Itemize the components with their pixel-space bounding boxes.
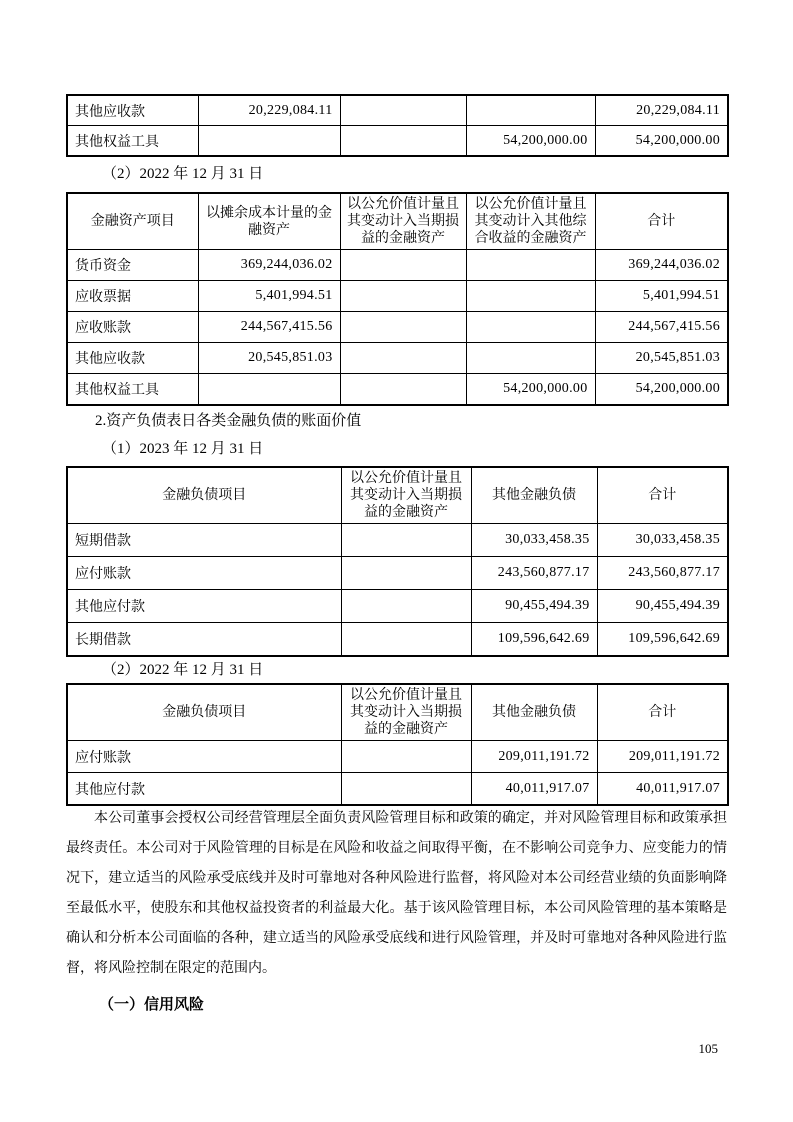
caption-liabilities-2023: （1）2023 年 12 月 31 日 bbox=[102, 441, 264, 457]
table-cell: 243,560,877.17 bbox=[597, 557, 728, 590]
table-cell bbox=[466, 312, 595, 343]
table-row bbox=[67, 281, 728, 312]
column-header: 其他金融负债 bbox=[471, 684, 597, 741]
table-row bbox=[67, 374, 728, 406]
table-cell bbox=[341, 590, 471, 623]
row-label: 应收票据 bbox=[67, 281, 198, 312]
table-row bbox=[67, 95, 728, 126]
table-cell bbox=[340, 374, 466, 406]
table-header-row bbox=[67, 193, 728, 250]
table-cell: 369,244,036.02 bbox=[595, 250, 728, 281]
table-cell: 244,567,415.56 bbox=[595, 312, 728, 343]
row-label: 其他权益工具 bbox=[67, 374, 198, 406]
table-cell: 54,200,000.00 bbox=[466, 374, 595, 406]
column-header: 合计 bbox=[597, 467, 728, 524]
table-cell: 20,229,084.11 bbox=[198, 95, 340, 126]
table-cell: 54,200,000.00 bbox=[595, 126, 728, 157]
column-header: 金融负债项目 bbox=[67, 467, 341, 524]
table-row bbox=[67, 623, 728, 657]
table-cell: 40,011,917.07 bbox=[597, 773, 728, 806]
table-cell bbox=[466, 250, 595, 281]
row-label: 其他权益工具 bbox=[67, 126, 198, 157]
risk-management-paragraph: 本公司董事会授权公司经营管理层全面负责风险管理目标和政策的确定，并对风险管理目标和政策承担最终责任。本公司对于风险管理的目标是在风险和收益之间取得平衡，在不影响公司竞争力、应变能力的情况下，建立适当的风险承受底线并及时可靠地对各种风险进行监督，将风险对本公司经营业绩的负面影响降至最低水平，使股东和其他权益投资者的利益最大化。基于该风险管理目标，本公司风险管理的基本策略是确认和分析本公司面临的各种，建立适当的风险承受底线和进行风险管理，并及时可靠地对各种风险进行监督，将风险控制在限定的范围内。 bbox=[66, 811, 727, 976]
table-cell bbox=[341, 773, 471, 806]
column-header: 金融资产项目 bbox=[67, 193, 198, 250]
table-cell: 40,011,917.07 bbox=[471, 773, 597, 806]
table-cell bbox=[340, 126, 466, 157]
table-cell: 109,596,642.69 bbox=[597, 623, 728, 657]
assets-2023-continued-table bbox=[66, 94, 729, 157]
table-cell: 30,033,458.35 bbox=[597, 524, 728, 557]
row-label: 长期借款 bbox=[67, 623, 341, 657]
row-label: 应收账款 bbox=[67, 312, 198, 343]
assets-2022-table bbox=[66, 192, 729, 406]
column-header: 以公允价值计量且其变动计入当期损益的金融资产 bbox=[341, 467, 471, 524]
row-label: 其他应收款 bbox=[67, 95, 198, 126]
credit-risk-heading: （一）信用风险 bbox=[99, 996, 205, 1013]
table-cell: 30,033,458.35 bbox=[471, 524, 597, 557]
column-header: 以公允价值计量且其变动计入其他综合收益的金融资产 bbox=[466, 193, 595, 250]
table-cell: 54,200,000.00 bbox=[466, 126, 595, 157]
table-row bbox=[67, 312, 728, 343]
table-cell: 20,545,851.03 bbox=[198, 343, 340, 374]
table-row bbox=[67, 773, 728, 806]
table-cell bbox=[340, 343, 466, 374]
table-cell: 209,011,191.72 bbox=[471, 741, 597, 773]
liabilities-2023-table bbox=[66, 466, 729, 657]
table-cell: 209,011,191.72 bbox=[597, 741, 728, 773]
table-cell: 5,401,994.51 bbox=[198, 281, 340, 312]
table-cell bbox=[341, 623, 471, 657]
table-cell: 90,455,494.39 bbox=[471, 590, 597, 623]
table-cell bbox=[341, 557, 471, 590]
column-header: 以摊余成本计量的金融资产 bbox=[198, 193, 340, 250]
table-cell bbox=[466, 343, 595, 374]
table-cell bbox=[340, 250, 466, 281]
column-header: 其他金融负债 bbox=[471, 467, 597, 524]
caption-assets-2022: （2）2022 年 12 月 31 日 bbox=[102, 166, 264, 182]
table-row bbox=[67, 126, 728, 157]
table-cell: 109,596,642.69 bbox=[471, 623, 597, 657]
column-header: 合计 bbox=[595, 193, 728, 250]
table-cell: 20,229,084.11 bbox=[595, 95, 728, 126]
table-cell: 90,455,494.39 bbox=[597, 590, 728, 623]
table-cell: 20,545,851.03 bbox=[595, 343, 728, 374]
table-cell bbox=[198, 374, 340, 406]
column-header: 以公允价值计量且其变动计入当期损益的金融资产 bbox=[341, 684, 471, 741]
row-label: 应付账款 bbox=[67, 741, 341, 773]
caption-liabilities-2022: （2）2022 年 12 月 31 日 bbox=[102, 662, 264, 678]
table-cell: 5,401,994.51 bbox=[595, 281, 728, 312]
table-header-row bbox=[67, 467, 728, 524]
table-row bbox=[67, 343, 728, 374]
row-label: 应付账款 bbox=[67, 557, 341, 590]
table-cell bbox=[340, 95, 466, 126]
column-header: 合计 bbox=[597, 684, 728, 741]
table-cell: 244,567,415.56 bbox=[198, 312, 340, 343]
table-cell bbox=[340, 281, 466, 312]
table-cell: 369,244,036.02 bbox=[198, 250, 340, 281]
table-cell bbox=[340, 312, 466, 343]
page-number: 105 bbox=[698, 1041, 718, 1056]
table-header-row bbox=[67, 684, 728, 741]
table-cell: 54,200,000.00 bbox=[595, 374, 728, 406]
section-heading-liabilities: 2.资产负债表日各类金融负债的账面价值 bbox=[95, 413, 362, 429]
table-row bbox=[67, 524, 728, 557]
table-row bbox=[67, 557, 728, 590]
row-label: 其他应付款 bbox=[67, 773, 341, 806]
table-cell bbox=[341, 741, 471, 773]
table-cell: 243,560,877.17 bbox=[471, 557, 597, 590]
row-label: 货币资金 bbox=[67, 250, 198, 281]
table-cell bbox=[466, 281, 595, 312]
table-row bbox=[67, 741, 728, 773]
table-cell bbox=[341, 524, 471, 557]
table-row bbox=[67, 590, 728, 623]
row-label: 短期借款 bbox=[67, 524, 341, 557]
row-label: 其他应付款 bbox=[67, 590, 341, 623]
column-header: 以公允价值计量且其变动计入当期损益的金融资产 bbox=[340, 193, 466, 250]
column-header: 金融负债项目 bbox=[67, 684, 341, 741]
table-cell bbox=[198, 126, 340, 157]
liabilities-2022-table bbox=[66, 683, 729, 806]
table-cell bbox=[466, 95, 595, 126]
row-label: 其他应收款 bbox=[67, 343, 198, 374]
table-row bbox=[67, 250, 728, 281]
